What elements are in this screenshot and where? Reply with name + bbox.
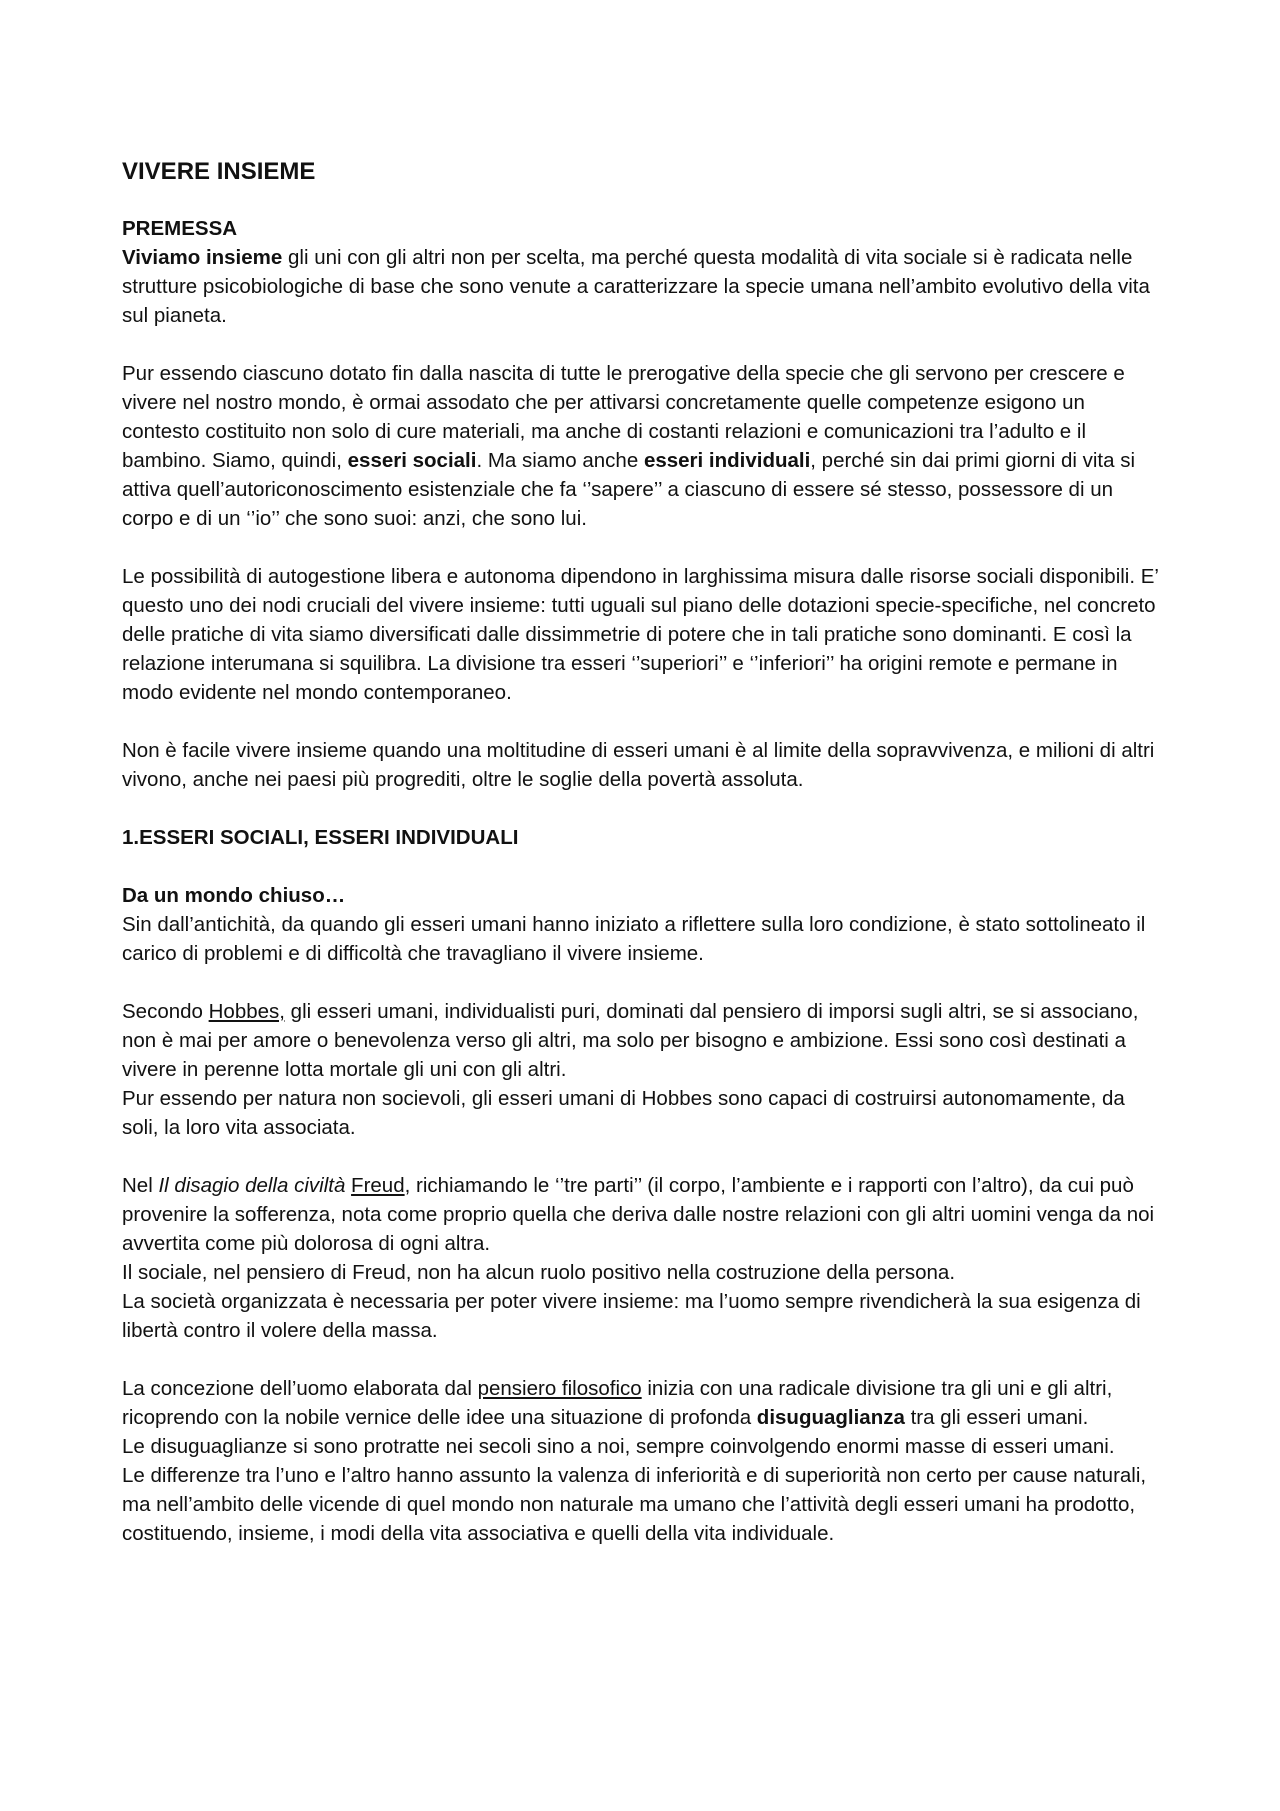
document-title: VIVERE INSIEME: [122, 158, 316, 185]
premessa-paragraph-1: Viviamo insieme gli uni con gli altri non per scelta, ma perché questa modalità di vita sociale si è radicata nelle strutture psicobiologiche di base che sono venute a caratterizzare la specie umana nell’ambito evolutivo della vita sul pianeta.: [122, 246, 1150, 327]
bold-text: esseri individuali: [643, 449, 811, 472]
section-1-paragraph-9: Le differenze tra l’uno e l’altro hanno assunto la valenza di inferiorità e di superiorità non certo per cause naturali, ma nell’ambito delle vicende di quel mondo non naturale ma umano che l’attività degli esseri umani ha prodotto, costituendo, insieme, i modi della vita associativa e quelli della vita individuale.: [122, 1464, 1147, 1545]
premessa-paragraph-3: Le possibilità di autogestione libera e autonoma dipendono in larghissima misura dalle risorse sociali disponibili. E’ questo uno dei nodi cruciali del vivere insieme: tutti uguali sul piano delle dotazioni specie-specifiche, nel concreto delle pratiche di vita siamo diversificati dalle dissimmetrie di potere che in tali pratiche sono dominanti. E così la relazione interumana si squilibra. La divisione tra esseri ‘’superiori’’ e ‘’inferiori’’ ha origini remote e permane in modo evidente nel mondo contemporaneo.: [122, 565, 1159, 704]
section-1-paragraph-5: Il sociale, nel pensiero di Freud, non ha alcun ruolo positivo nella costruzione della persona.: [122, 1261, 956, 1284]
premessa-paragraph-4: Non è facile vivere insieme quando una moltitudine di esseri umani è al limite della sopravvivenza, e milioni di altri vivono, anche nei paesi più progrediti, oltre le soglie della povertà assoluta.: [122, 739, 1155, 791]
section-1-paragraph-7: La concezione dell’uomo elaborata dal pensiero filosofico inizia con una radicale divisione tra gli uni e gli altri, ricoprendo con la nobile vernice delle idee una situazione di profonda disuguaglianza tra gli esseri umani.: [122, 1377, 1113, 1429]
section-1-paragraph-3: Pur essendo per natura non socievoli, gli esseri umani di Hobbes sono capaci di costruirsi autonomamente, da soli, la loro vita associata.: [122, 1087, 1125, 1139]
bold-text: esseri sociali: [347, 449, 477, 472]
section-1-heading: 1.ESSERI SOCIALI, ESSERI INDIVIDUALI: [122, 826, 519, 849]
section-1-paragraph-2: Secondo Hobbes, gli esseri umani, individualisti puri, dominati dal pensiero di imporsi sugli altri, se si associano, non è mai per amore o benevolenza verso gli altri, ma solo per bisogno e ambizione. Essi sono così destinati a vivere in perenne lotta mortale gli uni con gli altri.: [122, 1000, 1139, 1081]
section-1-paragraph-4: Nel Il disagio della civiltà Freud, richiamando le ‘’tre parti’’ (il corpo, l’ambiente e i rapporti con l’altro), da cui può provenire la sofferenza, nota come proprio quella che deriva dalle nostre relazioni con gli altri uomini venga da noi avvertita come più dolorosa di ogni altra.: [122, 1174, 1155, 1255]
premessa-paragraph-2: Pur essendo ciascuno dotato fin dalla nascita di tutte le prerogative della specie che gli servono per crescere e vivere nel nostro mondo, è ormai assodato che per attivarsi concretamente quelle competenze esigono un contesto costituito non solo di cure materiali, ma anche di costanti relazioni e comunicazioni tra l’adulto e il bambino. Siamo, quindi, esseri sociali. Ma siamo anche esseri individuali, perché sin dai primi giorni di vita si attiva quell’autoriconoscimento esistenziale che fa ‘’sapere’’ a ciascuno di essere sé stesso, possessore di un corpo e di un ‘’io’’ che sono suoi: anzi, che sono lui.: [122, 362, 1135, 530]
underlined-text: Hobbes,: [208, 1000, 285, 1023]
italic-text: Il disagio della civiltà: [158, 1174, 346, 1197]
section-1-paragraph-1: Sin dall’antichità, da quando gli esseri umani hanno iniziato a riflettere sulla loro condizione, è stato sottolineato il carico di problemi e di difficoltà che travagliano il vivere insieme.: [122, 913, 1146, 965]
bold-text: disuguaglianza: [756, 1406, 905, 1429]
underlined-text: Freud: [351, 1174, 405, 1197]
premessa-heading: PREMESSA: [122, 217, 238, 240]
underlined-text: pensiero filosofico: [477, 1377, 642, 1400]
section-1-subheading: Da un mondo chiuso…: [122, 884, 346, 907]
bold-text: Viviamo insieme: [122, 246, 283, 269]
section-1-paragraph-6: La società organizzata è necessaria per poter vivere insieme: ma l’uomo sempre rivendicherà la sua esigenza di libertà contro il volere della massa.: [122, 1290, 1141, 1342]
section-1-paragraph-8: Le disuguaglianze si sono protratte nei secoli sino a noi, sempre coinvolgendo enormi masse di esseri umani.: [122, 1435, 1115, 1458]
